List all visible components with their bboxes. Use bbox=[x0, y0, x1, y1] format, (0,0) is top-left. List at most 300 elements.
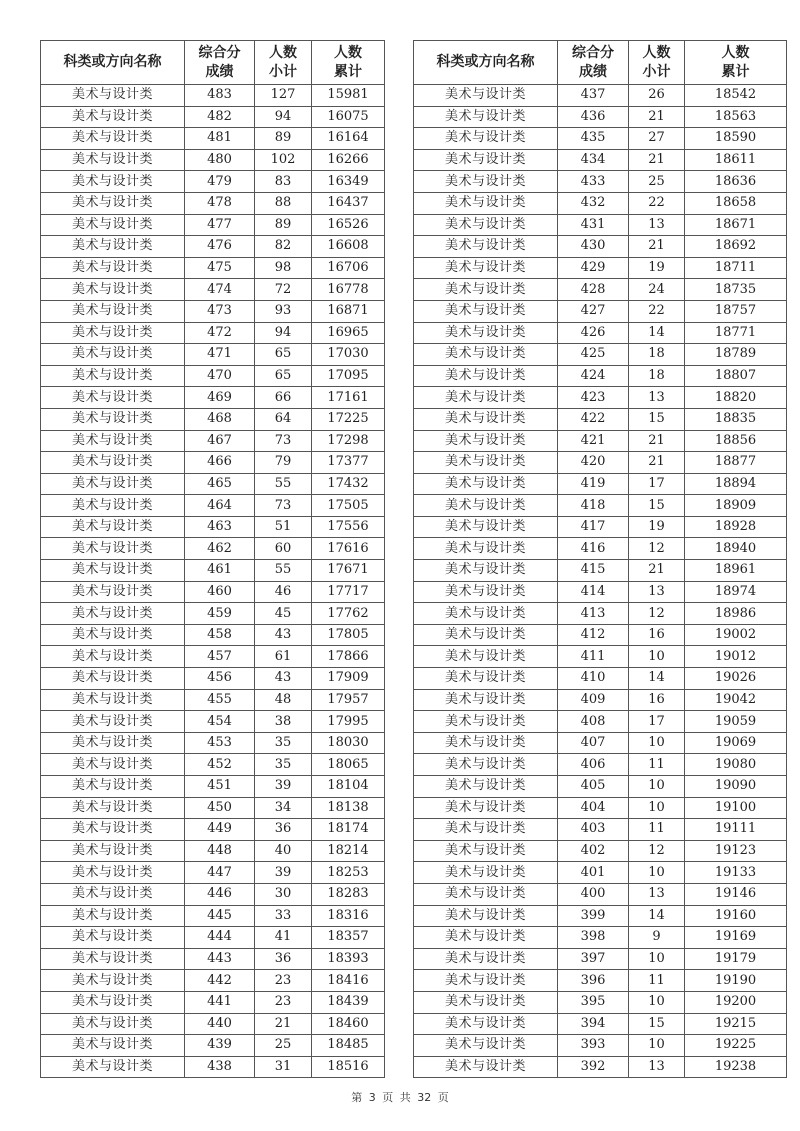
score-cell: 481 bbox=[185, 128, 255, 150]
score-cell: 398 bbox=[558, 927, 629, 949]
cumulative-cell: 17866 bbox=[312, 646, 385, 668]
header-category-label: 科类或方向名称 bbox=[63, 54, 162, 70]
category-cell: 美术与设计类 bbox=[414, 754, 558, 776]
header-category bbox=[414, 41, 558, 85]
score-cell: 400 bbox=[558, 883, 629, 905]
cumulative-cell: 18986 bbox=[685, 603, 787, 625]
score-cell: 448 bbox=[185, 840, 255, 862]
score-cell: 455 bbox=[185, 689, 255, 711]
table-row bbox=[414, 776, 787, 798]
table-row bbox=[41, 387, 385, 409]
score-cell: 416 bbox=[558, 538, 629, 560]
table-row bbox=[414, 797, 787, 819]
category-cell: 美术与设计类 bbox=[414, 624, 558, 646]
table-row bbox=[414, 495, 787, 517]
score-cell: 404 bbox=[558, 797, 629, 819]
score-cell: 393 bbox=[558, 1035, 629, 1057]
score-cell: 480 bbox=[185, 149, 255, 171]
category-cell: 美术与设计类 bbox=[414, 214, 558, 236]
category-cell: 美术与设计类 bbox=[414, 171, 558, 193]
score-cell: 437 bbox=[558, 85, 629, 107]
category-cell: 美术与设计类 bbox=[41, 840, 185, 862]
score-cell: 440 bbox=[185, 1013, 255, 1035]
cumulative-cell: 18104 bbox=[312, 776, 385, 798]
score-cell: 478 bbox=[185, 192, 255, 214]
table-row bbox=[41, 171, 385, 193]
count-cell: 10 bbox=[629, 948, 685, 970]
header-cum-line2: 累计 bbox=[721, 63, 750, 80]
count-cell: 31 bbox=[255, 1056, 312, 1078]
header-score-line2: 成绩 bbox=[579, 63, 607, 80]
count-cell: 36 bbox=[255, 819, 312, 841]
table-row bbox=[41, 452, 385, 474]
table-row bbox=[414, 300, 787, 322]
table-row bbox=[414, 970, 787, 992]
cumulative-cell: 18711 bbox=[685, 257, 787, 279]
count-cell: 10 bbox=[629, 797, 685, 819]
cumulative-cell: 18393 bbox=[312, 948, 385, 970]
category-cell: 美术与设计类 bbox=[41, 495, 185, 517]
table-row bbox=[41, 128, 385, 150]
cumulative-cell: 18961 bbox=[685, 560, 787, 582]
category-cell: 美术与设计类 bbox=[414, 452, 558, 474]
table-row bbox=[414, 279, 787, 301]
count-cell: 40 bbox=[255, 840, 312, 862]
score-cell: 465 bbox=[185, 473, 255, 495]
count-cell: 98 bbox=[255, 257, 312, 279]
count-cell: 13 bbox=[629, 1056, 685, 1078]
score-cell: 458 bbox=[185, 624, 255, 646]
cumulative-cell: 17505 bbox=[312, 495, 385, 517]
cumulative-cell: 16075 bbox=[312, 106, 385, 128]
category-cell: 美术与设计类 bbox=[41, 668, 185, 690]
count-cell: 15 bbox=[629, 495, 685, 517]
count-cell: 15 bbox=[629, 1013, 685, 1035]
cumulative-cell: 17995 bbox=[312, 711, 385, 733]
category-cell: 美术与设计类 bbox=[41, 408, 185, 430]
table-row bbox=[41, 840, 385, 862]
cumulative-cell: 18030 bbox=[312, 732, 385, 754]
table-row bbox=[41, 85, 385, 107]
category-cell: 美术与设计类 bbox=[41, 85, 185, 107]
count-cell: 34 bbox=[255, 797, 312, 819]
cumulative-cell: 18928 bbox=[685, 516, 787, 538]
table-row bbox=[41, 883, 385, 905]
category-cell: 美术与设计类 bbox=[414, 495, 558, 517]
count-cell: 35 bbox=[255, 732, 312, 754]
cumulative-cell: 19090 bbox=[685, 776, 787, 798]
category-cell: 美术与设计类 bbox=[414, 128, 558, 150]
table-row bbox=[41, 668, 385, 690]
score-cell: 475 bbox=[185, 257, 255, 279]
category-cell: 美术与设计类 bbox=[414, 668, 558, 690]
count-cell: 10 bbox=[629, 1035, 685, 1057]
cumulative-cell: 18789 bbox=[685, 344, 787, 366]
score-cell: 396 bbox=[558, 970, 629, 992]
count-cell: 35 bbox=[255, 754, 312, 776]
category-cell: 美术与设计类 bbox=[414, 430, 558, 452]
category-cell: 美术与设计类 bbox=[41, 797, 185, 819]
header-cum-line2: 累计 bbox=[334, 63, 362, 80]
count-cell: 19 bbox=[629, 257, 685, 279]
category-cell: 美术与设计类 bbox=[41, 754, 185, 776]
cumulative-cell: 19179 bbox=[685, 948, 787, 970]
table-row bbox=[41, 192, 385, 214]
category-cell: 美术与设计类 bbox=[414, 1013, 558, 1035]
score-cell: 435 bbox=[558, 128, 629, 150]
count-cell: 39 bbox=[255, 776, 312, 798]
table-row bbox=[41, 322, 385, 344]
table-row bbox=[414, 862, 787, 884]
category-cell: 美术与设计类 bbox=[41, 1056, 185, 1078]
category-cell: 美术与设计类 bbox=[41, 689, 185, 711]
table-row bbox=[41, 776, 385, 798]
count-cell: 65 bbox=[255, 344, 312, 366]
cumulative-cell: 18820 bbox=[685, 387, 787, 409]
score-cell: 397 bbox=[558, 948, 629, 970]
category-cell: 美术与设计类 bbox=[41, 1035, 185, 1057]
count-cell: 21 bbox=[629, 236, 685, 258]
category-cell: 美术与设计类 bbox=[414, 776, 558, 798]
cumulative-cell: 18416 bbox=[312, 970, 385, 992]
table-row bbox=[414, 214, 787, 236]
category-cell: 美术与设计类 bbox=[414, 970, 558, 992]
score-cell: 438 bbox=[185, 1056, 255, 1078]
table-row bbox=[414, 387, 787, 409]
count-cell: 21 bbox=[629, 452, 685, 474]
table-row bbox=[414, 106, 787, 128]
count-cell: 55 bbox=[255, 473, 312, 495]
count-cell: 66 bbox=[255, 387, 312, 409]
table-row bbox=[414, 430, 787, 452]
category-cell: 美术与设计类 bbox=[41, 927, 185, 949]
category-cell: 美术与设计类 bbox=[414, 344, 558, 366]
count-cell: 51 bbox=[255, 516, 312, 538]
category-cell: 美术与设计类 bbox=[41, 711, 185, 733]
score-cell: 415 bbox=[558, 560, 629, 582]
category-cell: 美术与设计类 bbox=[414, 365, 558, 387]
table-row bbox=[414, 365, 787, 387]
count-cell: 82 bbox=[255, 236, 312, 258]
cumulative-cell: 19169 bbox=[685, 927, 787, 949]
count-cell: 13 bbox=[629, 214, 685, 236]
cumulative-cell: 18671 bbox=[685, 214, 787, 236]
table-row bbox=[41, 711, 385, 733]
score-cell: 472 bbox=[185, 322, 255, 344]
score-cell: 399 bbox=[558, 905, 629, 927]
cumulative-cell: 18065 bbox=[312, 754, 385, 776]
score-cell: 466 bbox=[185, 452, 255, 474]
cumulative-cell: 18735 bbox=[685, 279, 787, 301]
category-cell: 美术与设计类 bbox=[414, 560, 558, 582]
count-cell: 30 bbox=[255, 883, 312, 905]
score-cell: 422 bbox=[558, 408, 629, 430]
cumulative-cell: 18357 bbox=[312, 927, 385, 949]
cumulative-cell: 18856 bbox=[685, 430, 787, 452]
score-cell: 405 bbox=[558, 776, 629, 798]
cumulative-cell: 18439 bbox=[312, 991, 385, 1013]
count-cell: 22 bbox=[629, 300, 685, 322]
table-row bbox=[41, 732, 385, 754]
count-cell: 24 bbox=[629, 279, 685, 301]
category-cell: 美术与设计类 bbox=[414, 1056, 558, 1078]
category-cell: 美术与设计类 bbox=[414, 797, 558, 819]
category-cell: 美术与设计类 bbox=[41, 948, 185, 970]
count-cell: 10 bbox=[629, 776, 685, 798]
category-cell: 美术与设计类 bbox=[41, 624, 185, 646]
cumulative-cell: 18283 bbox=[312, 883, 385, 905]
count-cell: 14 bbox=[629, 905, 685, 927]
score-cell: 471 bbox=[185, 344, 255, 366]
category-cell: 美术与设计类 bbox=[41, 430, 185, 452]
count-cell: 19 bbox=[629, 516, 685, 538]
score-cell: 464 bbox=[185, 495, 255, 517]
score-cell: 412 bbox=[558, 624, 629, 646]
score-cell: 477 bbox=[185, 214, 255, 236]
category-cell: 美术与设计类 bbox=[414, 732, 558, 754]
count-cell: 10 bbox=[629, 732, 685, 754]
table-row bbox=[41, 279, 385, 301]
category-cell: 美术与设计类 bbox=[41, 862, 185, 884]
cumulative-cell: 16164 bbox=[312, 128, 385, 150]
table-row bbox=[41, 905, 385, 927]
table-header-row bbox=[414, 41, 787, 85]
table-row bbox=[41, 797, 385, 819]
category-cell: 美术与设计类 bbox=[414, 948, 558, 970]
count-cell: 73 bbox=[255, 430, 312, 452]
cumulative-cell: 18692 bbox=[685, 236, 787, 258]
score-cell: 470 bbox=[185, 365, 255, 387]
header-score-line1: 综合分 bbox=[198, 44, 241, 61]
category-cell: 美术与设计类 bbox=[41, 560, 185, 582]
count-cell: 64 bbox=[255, 408, 312, 430]
cumulative-cell: 18940 bbox=[685, 538, 787, 560]
table-row bbox=[414, 516, 787, 538]
category-cell: 美术与设计类 bbox=[414, 300, 558, 322]
count-cell: 89 bbox=[255, 214, 312, 236]
count-cell: 48 bbox=[255, 689, 312, 711]
category-cell: 美术与设计类 bbox=[414, 603, 558, 625]
category-cell: 美术与设计类 bbox=[414, 840, 558, 862]
cumulative-cell: 19215 bbox=[685, 1013, 787, 1035]
count-cell: 12 bbox=[629, 603, 685, 625]
category-cell: 美术与设计类 bbox=[41, 171, 185, 193]
cumulative-cell: 19026 bbox=[685, 668, 787, 690]
cumulative-cell: 16526 bbox=[312, 214, 385, 236]
score-cell: 474 bbox=[185, 279, 255, 301]
category-cell: 美术与设计类 bbox=[414, 646, 558, 668]
category-cell: 美术与设计类 bbox=[414, 149, 558, 171]
table-row bbox=[414, 128, 787, 150]
category-cell: 美术与设计类 bbox=[41, 905, 185, 927]
cumulative-cell: 19190 bbox=[685, 970, 787, 992]
count-cell: 11 bbox=[629, 970, 685, 992]
cumulative-cell: 17225 bbox=[312, 408, 385, 430]
score-cell: 453 bbox=[185, 732, 255, 754]
table-row bbox=[41, 495, 385, 517]
score-cell: 468 bbox=[185, 408, 255, 430]
score-cell: 460 bbox=[185, 581, 255, 603]
count-cell: 94 bbox=[255, 322, 312, 344]
category-cell: 美术与设计类 bbox=[41, 236, 185, 258]
category-cell: 美术与设计类 bbox=[414, 991, 558, 1013]
count-cell: 12 bbox=[629, 538, 685, 560]
category-cell: 美术与设计类 bbox=[414, 1035, 558, 1057]
cumulative-cell: 17095 bbox=[312, 365, 385, 387]
count-cell: 9 bbox=[629, 927, 685, 949]
table-row bbox=[41, 581, 385, 603]
table-row bbox=[41, 560, 385, 582]
count-cell: 73 bbox=[255, 495, 312, 517]
count-cell: 15 bbox=[629, 408, 685, 430]
table-row bbox=[414, 840, 787, 862]
category-cell: 美术与设计类 bbox=[41, 387, 185, 409]
count-cell: 89 bbox=[255, 128, 312, 150]
count-cell: 72 bbox=[255, 279, 312, 301]
count-cell: 12 bbox=[629, 840, 685, 862]
category-cell: 美术与设计类 bbox=[414, 257, 558, 279]
score-cell: 447 bbox=[185, 862, 255, 884]
score-cell: 450 bbox=[185, 797, 255, 819]
count-cell: 36 bbox=[255, 948, 312, 970]
score-cell: 428 bbox=[558, 279, 629, 301]
count-cell: 21 bbox=[629, 430, 685, 452]
cumulative-cell: 18807 bbox=[685, 365, 787, 387]
score-cell: 446 bbox=[185, 883, 255, 905]
score-cell: 406 bbox=[558, 754, 629, 776]
count-cell: 60 bbox=[255, 538, 312, 560]
score-cell: 482 bbox=[185, 106, 255, 128]
count-cell: 79 bbox=[255, 452, 312, 474]
header-score-line1: 综合分 bbox=[572, 44, 614, 61]
count-cell: 38 bbox=[255, 711, 312, 733]
score-cell: 408 bbox=[558, 711, 629, 733]
score-cell: 425 bbox=[558, 344, 629, 366]
cumulative-cell: 17377 bbox=[312, 452, 385, 474]
header-cum-line1: 人数 bbox=[334, 44, 362, 61]
count-cell: 21 bbox=[255, 1013, 312, 1035]
category-cell: 美术与设计类 bbox=[414, 322, 558, 344]
score-cell: 449 bbox=[185, 819, 255, 841]
category-cell: 美术与设计类 bbox=[414, 927, 558, 949]
cumulative-cell: 17616 bbox=[312, 538, 385, 560]
table-row bbox=[414, 1035, 787, 1057]
category-cell: 美术与设计类 bbox=[414, 883, 558, 905]
cumulative-cell: 16871 bbox=[312, 300, 385, 322]
table-row bbox=[41, 927, 385, 949]
score-cell: 436 bbox=[558, 106, 629, 128]
category-cell: 美术与设计类 bbox=[414, 689, 558, 711]
table-row bbox=[41, 1013, 385, 1035]
cumulative-cell: 18590 bbox=[685, 128, 787, 150]
count-cell: 14 bbox=[629, 322, 685, 344]
cumulative-cell: 17161 bbox=[312, 387, 385, 409]
table-row bbox=[414, 581, 787, 603]
cumulative-cell: 18658 bbox=[685, 192, 787, 214]
cumulative-cell: 18138 bbox=[312, 797, 385, 819]
count-cell: 11 bbox=[629, 819, 685, 841]
score-cell: 429 bbox=[558, 257, 629, 279]
count-cell: 94 bbox=[255, 106, 312, 128]
table-row bbox=[41, 408, 385, 430]
count-cell: 14 bbox=[629, 668, 685, 690]
count-cell: 18 bbox=[629, 344, 685, 366]
cumulative-cell: 18771 bbox=[685, 322, 787, 344]
category-cell: 美术与设计类 bbox=[41, 732, 185, 754]
table-row bbox=[414, 149, 787, 171]
table-row bbox=[414, 85, 787, 107]
score-cell: 419 bbox=[558, 473, 629, 495]
count-cell: 10 bbox=[629, 646, 685, 668]
table-row bbox=[41, 538, 385, 560]
table-row bbox=[41, 603, 385, 625]
cumulative-cell: 19225 bbox=[685, 1035, 787, 1057]
category-cell: 美术与设计类 bbox=[414, 85, 558, 107]
table-row bbox=[414, 732, 787, 754]
table-row bbox=[414, 905, 787, 927]
score-cell: 407 bbox=[558, 732, 629, 754]
table-row bbox=[41, 819, 385, 841]
count-cell: 46 bbox=[255, 581, 312, 603]
header-category bbox=[41, 41, 185, 85]
category-cell: 美术与设计类 bbox=[414, 106, 558, 128]
score-cell: 452 bbox=[185, 754, 255, 776]
count-cell: 10 bbox=[629, 862, 685, 884]
table-row bbox=[41, 430, 385, 452]
table-header-row bbox=[41, 41, 385, 85]
header-count-line1: 人数 bbox=[269, 44, 297, 61]
header-cum-line1: 人数 bbox=[721, 44, 750, 61]
cumulative-cell: 19059 bbox=[685, 711, 787, 733]
score-cell: 439 bbox=[185, 1035, 255, 1057]
category-cell: 美术与设计类 bbox=[41, 106, 185, 128]
table-row bbox=[41, 473, 385, 495]
category-cell: 美术与设计类 bbox=[414, 819, 558, 841]
score-cell: 424 bbox=[558, 365, 629, 387]
category-cell: 美术与设计类 bbox=[41, 473, 185, 495]
score-cell: 442 bbox=[185, 970, 255, 992]
category-cell: 美术与设计类 bbox=[414, 192, 558, 214]
score-cell: 403 bbox=[558, 819, 629, 841]
cumulative-cell: 19069 bbox=[685, 732, 787, 754]
header-category-label: 科类或方向名称 bbox=[436, 54, 535, 70]
count-cell: 102 bbox=[255, 149, 312, 171]
score-cell: 434 bbox=[558, 149, 629, 171]
score-cell: 461 bbox=[185, 560, 255, 582]
count-cell: 39 bbox=[255, 862, 312, 884]
cumulative-cell: 17030 bbox=[312, 344, 385, 366]
score-cell: 444 bbox=[185, 927, 255, 949]
score-cell: 454 bbox=[185, 711, 255, 733]
score-cell: 418 bbox=[558, 495, 629, 517]
header-score bbox=[558, 41, 629, 85]
cumulative-cell: 19133 bbox=[685, 862, 787, 884]
table-row bbox=[414, 668, 787, 690]
score-cell: 402 bbox=[558, 840, 629, 862]
table-row bbox=[41, 1056, 385, 1078]
score-cell: 426 bbox=[558, 322, 629, 344]
category-cell: 美术与设计类 bbox=[414, 538, 558, 560]
score-cell: 473 bbox=[185, 300, 255, 322]
category-cell: 美术与设计类 bbox=[41, 538, 185, 560]
category-cell: 美术与设计类 bbox=[41, 128, 185, 150]
count-cell: 21 bbox=[629, 560, 685, 582]
category-cell: 美术与设计类 bbox=[41, 581, 185, 603]
score-cell: 413 bbox=[558, 603, 629, 625]
score-cell: 451 bbox=[185, 776, 255, 798]
count-cell: 45 bbox=[255, 603, 312, 625]
table-row bbox=[41, 689, 385, 711]
